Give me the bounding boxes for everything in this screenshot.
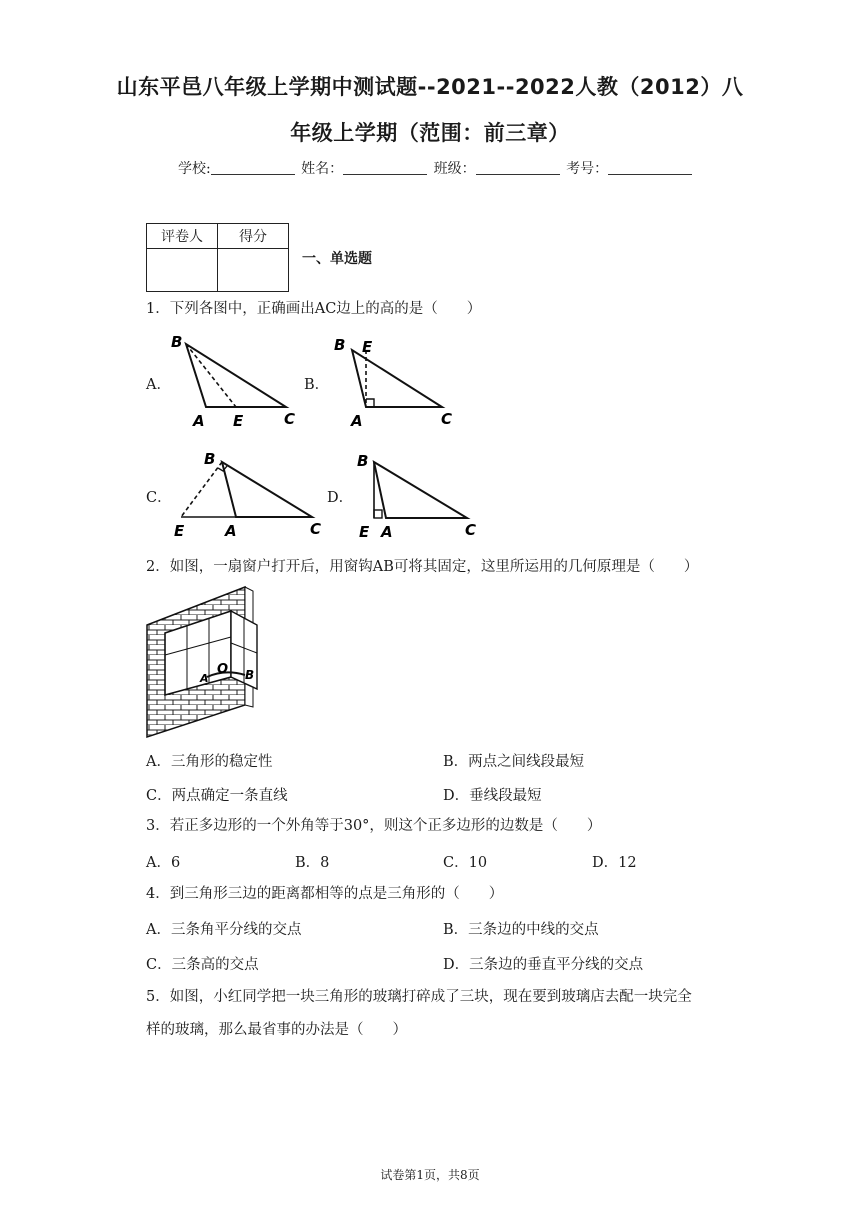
- q1b-label-b: B: [334, 336, 346, 354]
- q1-option-c-label: C．: [146, 490, 172, 506]
- q1b-label-a: A: [351, 412, 363, 430]
- q2-label-b: B: [245, 668, 255, 682]
- q1d-label-e: E: [359, 523, 370, 541]
- score-cell: [218, 249, 289, 292]
- score-table: [146, 223, 289, 292]
- q2-option-a: A．三角形的稳定性: [146, 754, 273, 770]
- name-label: 姓名：: [301, 161, 344, 177]
- page-footer: 试卷第1页，共8页: [380, 1168, 480, 1182]
- q4-option-d: D．三条边的垂直平分线的交点: [443, 957, 644, 973]
- page-title-line2: 年级上学期（范围：前三章）: [290, 121, 570, 145]
- exam-no-blank: [608, 160, 692, 175]
- q1-figure-b: [324, 330, 464, 435]
- q1a-label-e: E: [233, 412, 244, 430]
- q1a-label-c: C: [284, 410, 296, 428]
- q4-option-c: C．三条高的交点: [146, 957, 259, 973]
- question-2-stem: 2．如图，一扇窗户打开后，用窗钩AB可将其固定，这里所运用的几何原理是（ ）: [146, 559, 699, 575]
- q1b-label-e: E: [362, 338, 373, 356]
- q1-option-d-label: D．: [327, 490, 354, 506]
- question-4-stem: 4．到三角形三边的距离都相等的点是三角形的（ ）: [146, 886, 504, 902]
- grader-header: 评卷人: [147, 224, 218, 249]
- q1c-label-a: A: [225, 522, 237, 540]
- q2-option-b: B．两点之间线段最短: [443, 754, 585, 770]
- q1-figure-a: [166, 330, 306, 435]
- q2-label-a: A: [200, 672, 209, 685]
- q1-figure-c: [166, 444, 336, 544]
- q1d-label-c: C: [465, 521, 477, 539]
- section-heading: 一、单选题: [302, 251, 372, 267]
- question-1-stem: 1．下列各图中，正确画出AC边上的高的是（ ）: [146, 301, 482, 317]
- q1c-label-e: E: [174, 522, 185, 540]
- q1c-label-b: B: [204, 450, 216, 468]
- q2-label-o: O: [217, 662, 229, 677]
- q3-option-d: D．12: [592, 855, 637, 871]
- score-header: 得分: [218, 224, 289, 249]
- q4-option-a: A．三条角平分线的交点: [146, 922, 302, 938]
- question-5-stem-line2: 样的玻璃，那么最省事的办法是（ ）: [146, 1022, 407, 1038]
- q1a-label-a: A: [193, 412, 205, 430]
- q4-option-b: B．三条边的中线的交点: [443, 922, 599, 938]
- q1b-label-c: C: [441, 410, 453, 428]
- q2-window-figure: [145, 585, 270, 740]
- exam-no-label: 考号：: [566, 161, 609, 177]
- name-blank: [343, 160, 427, 175]
- class-label: 班级：: [433, 161, 476, 177]
- question-3-stem: 3．若正多边形的一个外角等于30°，则这个正多边形的边数是（ ）: [146, 818, 602, 834]
- page-title-line1: 山东平邑八年级上学期中测试题--2021--2022人教（2012）八: [116, 75, 744, 99]
- q1-option-a-label: A．: [146, 377, 171, 393]
- q1-figure-d: [347, 444, 497, 544]
- q3-option-a: A．6: [146, 855, 181, 871]
- q2-option-d: D．垂线段最短: [443, 788, 542, 804]
- student-info-line: [178, 158, 694, 178]
- q1a-label-b: B: [171, 333, 183, 351]
- q1d-label-a: A: [381, 523, 393, 541]
- grader-cell: [147, 249, 218, 292]
- q1-option-b-label: B．: [304, 377, 330, 393]
- q3-option-c: C．10: [443, 855, 488, 871]
- question-5-stem-line1: 5．如图，小红同学把一块三角形的玻璃打碎成了三块，现在要到玻璃店去配一块完全: [146, 989, 692, 1005]
- class-blank: [476, 160, 560, 175]
- q1d-label-b: B: [357, 452, 369, 470]
- q3-option-b: B．8: [295, 855, 330, 871]
- school-blank: [211, 160, 295, 175]
- q1c-label-c: C: [310, 520, 322, 538]
- school-label: 学校:: [178, 161, 211, 177]
- q2-option-c: C．两点确定一条直线: [146, 788, 288, 804]
